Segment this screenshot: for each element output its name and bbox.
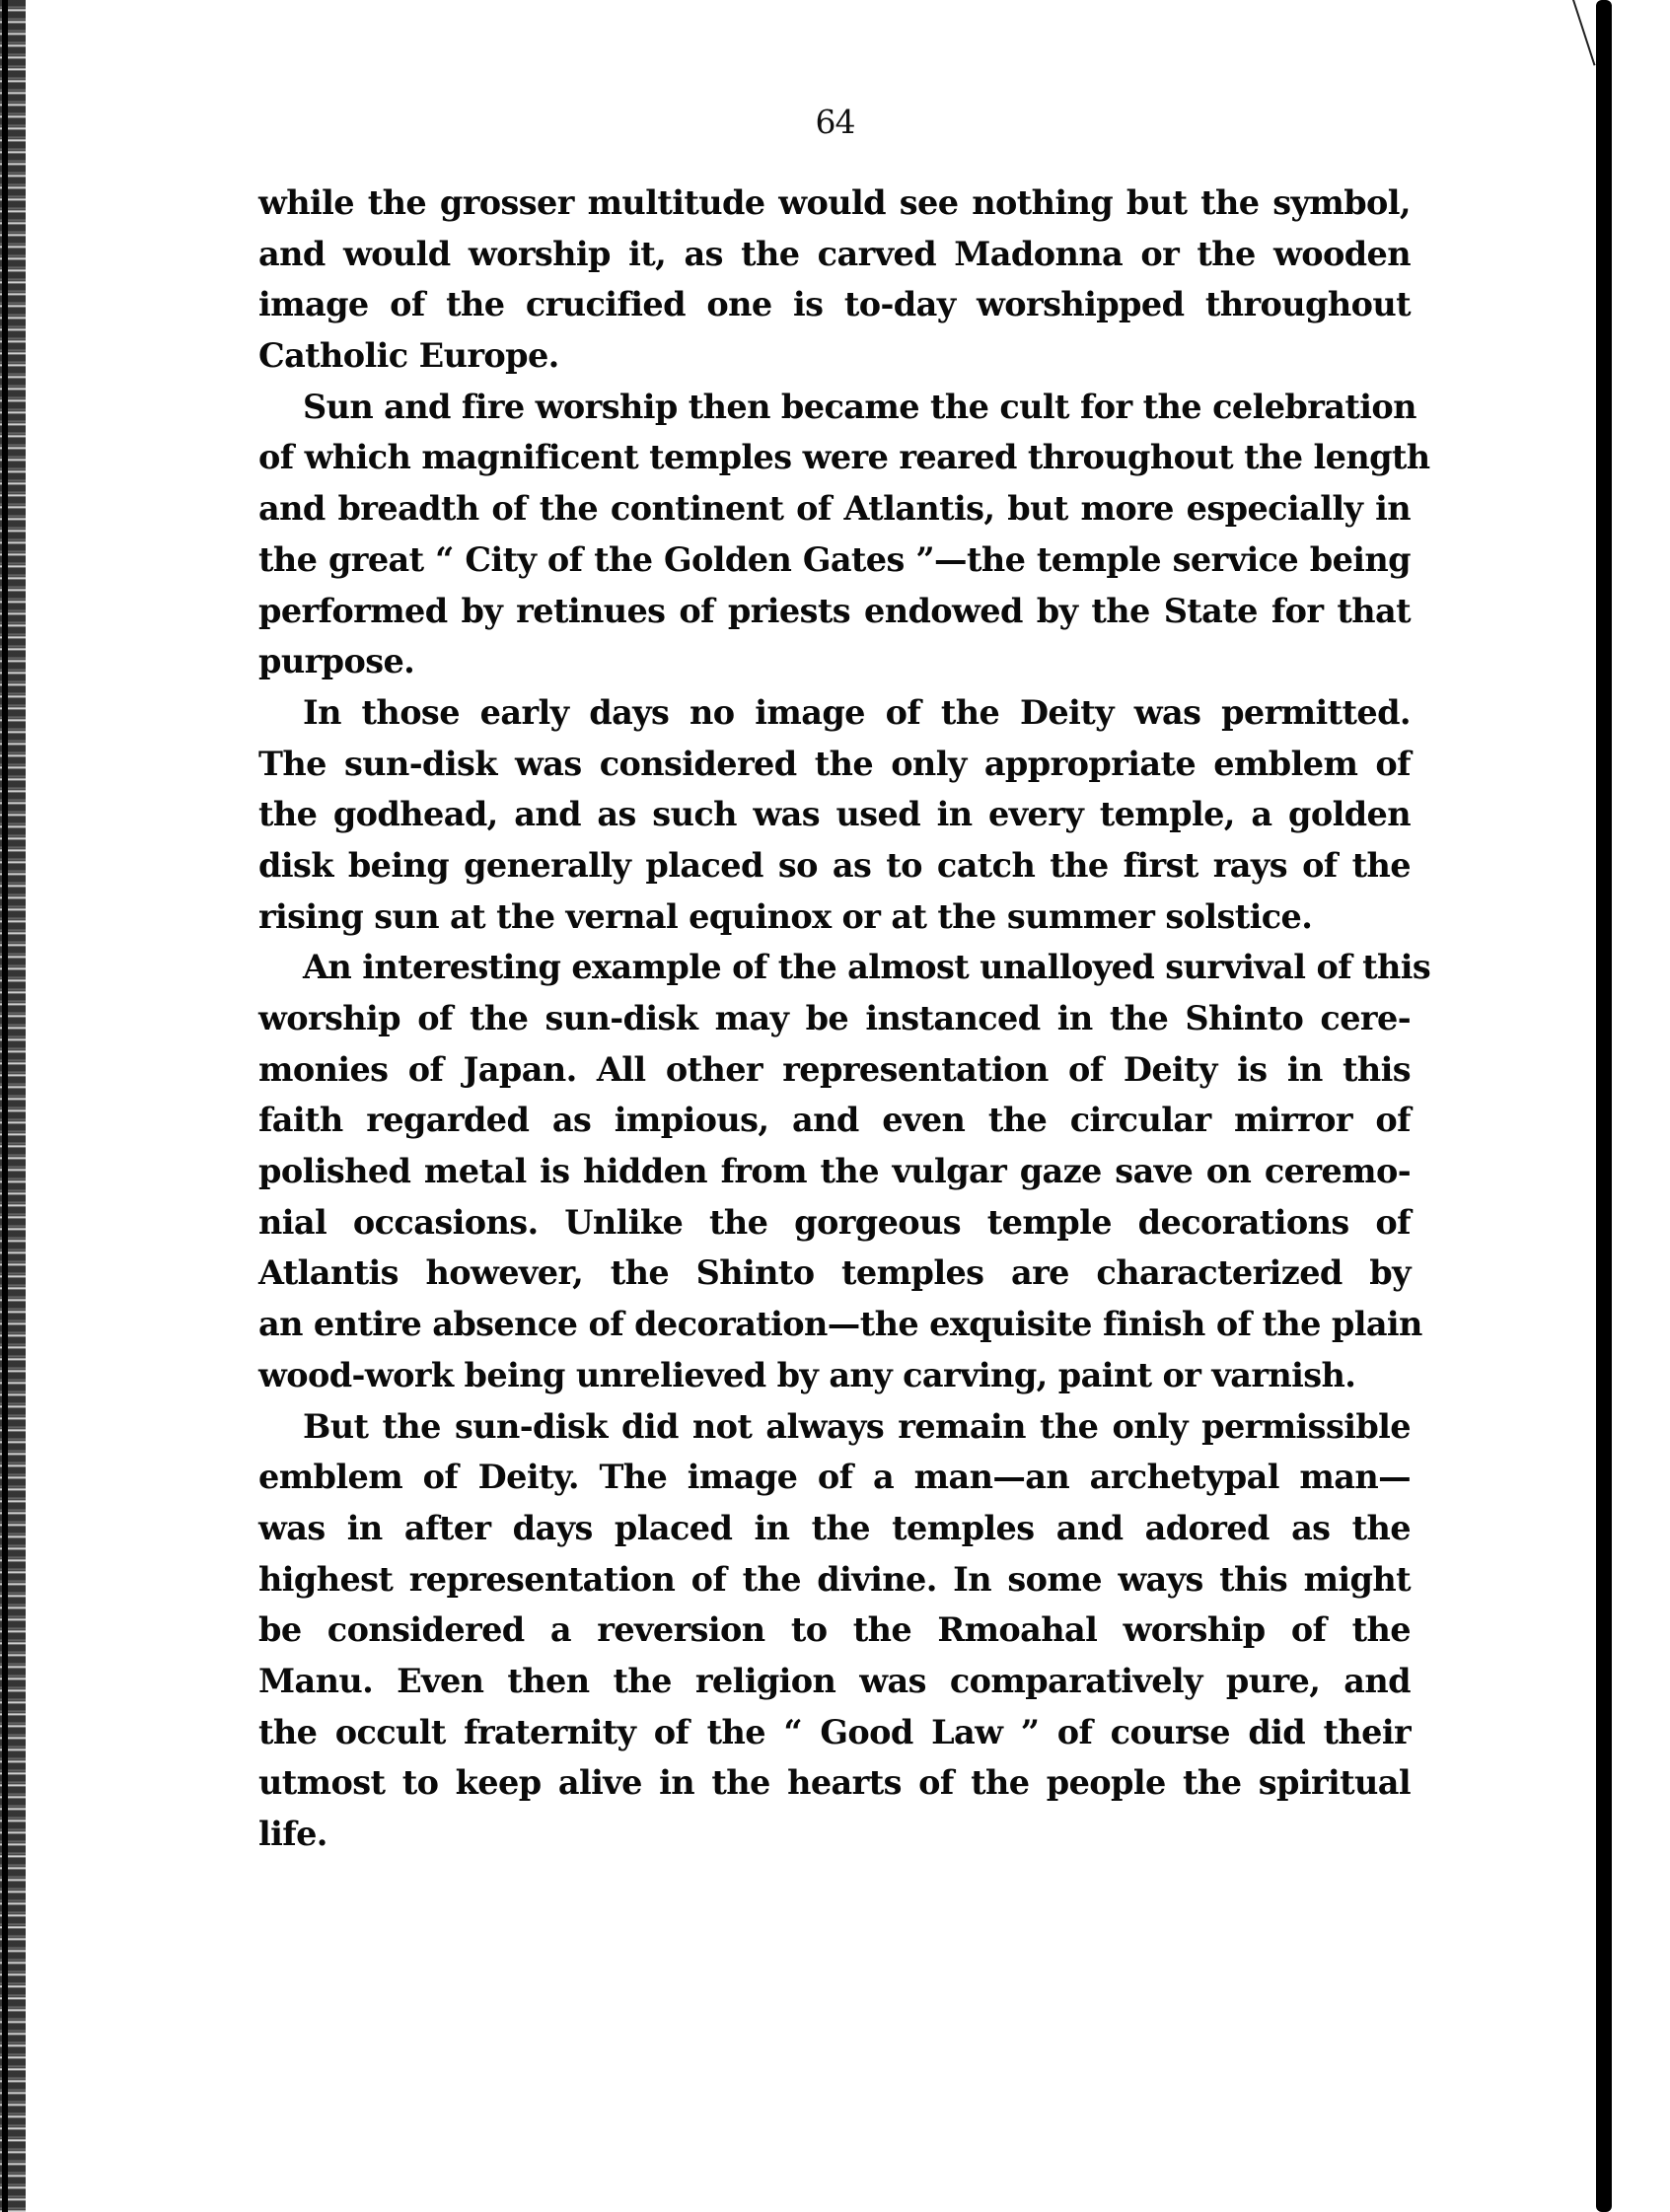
text-line: nial occasions. Unlike the gorgeous temple decorations of — [258, 1202, 1411, 1242]
page-number: 64 — [815, 103, 855, 141]
text-line: rising sun at the vernal equinox or at the summer solstice. — [258, 896, 1313, 936]
text-line: while the grosser multitude would see nothing but the symbol, — [258, 183, 1411, 222]
text-line: and would worship it, as the carved Madonna or the wooden — [258, 234, 1411, 273]
text-line: Sun and fire worship then became the cult for the celebration — [303, 387, 1416, 426]
text-line: image of the crucified one is to-day worshipped throughout — [258, 285, 1411, 324]
text-line: disk being generally placed so as to catch the first rays of the — [258, 845, 1411, 885]
paragraph — [258, 687, 1411, 942]
text-line: performed by retinues of priests endowed by the State for that — [258, 591, 1411, 630]
paragraph — [258, 382, 1430, 687]
scan-page-curl-right — [1572, 0, 1596, 66]
text-line: Atlantis however, the Shinto temples are characterized by — [258, 1253, 1411, 1293]
text-line: In those early days no image of the Deity was permitted. — [303, 692, 1411, 732]
scan-page-edge-right — [1596, 0, 1612, 2212]
text-line: faith regarded as impious, and even the circular mirror of — [258, 1101, 1411, 1140]
text-line: But the sun-disk did not always remain the only permissible — [303, 1406, 1411, 1446]
text-line: Manu. Even then the religion was comparatively pure, and — [258, 1661, 1411, 1700]
text-line: be considered a reversion to the Rmoahal worship of the — [258, 1610, 1411, 1650]
text-line: and breadth of the continent of Atlantis, but more especially in — [258, 489, 1411, 529]
scan-binding-shadow-left — [2, 0, 8, 2212]
text-line: an entire absence of decoration—the exquisite finish of the plain — [258, 1305, 1422, 1344]
text-line: was in after days placed in the temples and adored as the — [258, 1508, 1411, 1547]
paragraph — [258, 942, 1431, 1400]
text-line: monies of Japan. All other representation of Deity is in this — [258, 1049, 1411, 1089]
text-line: Catholic Europe. — [258, 336, 559, 376]
text-line: of which magnificent temples were reared throughout the length — [258, 438, 1430, 477]
body-text — [258, 178, 1431, 1860]
paragraph — [258, 1401, 1411, 1860]
text-line: emblem of Deity. The image of a man—an archetypal man— — [258, 1458, 1411, 1497]
paragraph — [258, 178, 1411, 382]
text-line: the occult fraternity of the “ Good Law ” of course did their — [258, 1712, 1411, 1751]
text-line: utmost to keep alive in the hearts of the people the spiritual — [258, 1763, 1411, 1803]
text-line: wood-work being unrelieved by any carving, paint or varnish. — [258, 1355, 1356, 1394]
text-line: polished metal is hidden from the vulgar gaze save on ceremo- — [258, 1152, 1411, 1191]
text-line: the great “ City of the Golden Gates ”—the temple service being — [258, 539, 1411, 579]
text-line: life. — [258, 1815, 327, 1853]
text-line: highest representation of the divine. In some ways this might — [258, 1559, 1411, 1599]
text-line: An interesting example of the almost unalloyed survival of this — [303, 948, 1431, 987]
text-line: purpose. — [258, 642, 415, 681]
text-line: worship of the sun-disk may be instanced in the Shinto cere- — [258, 999, 1411, 1037]
text-line: The sun-disk was considered the only appropriate emblem of — [258, 744, 1411, 783]
text-line: the godhead, and as such was used in every temple, a golden — [258, 795, 1411, 834]
